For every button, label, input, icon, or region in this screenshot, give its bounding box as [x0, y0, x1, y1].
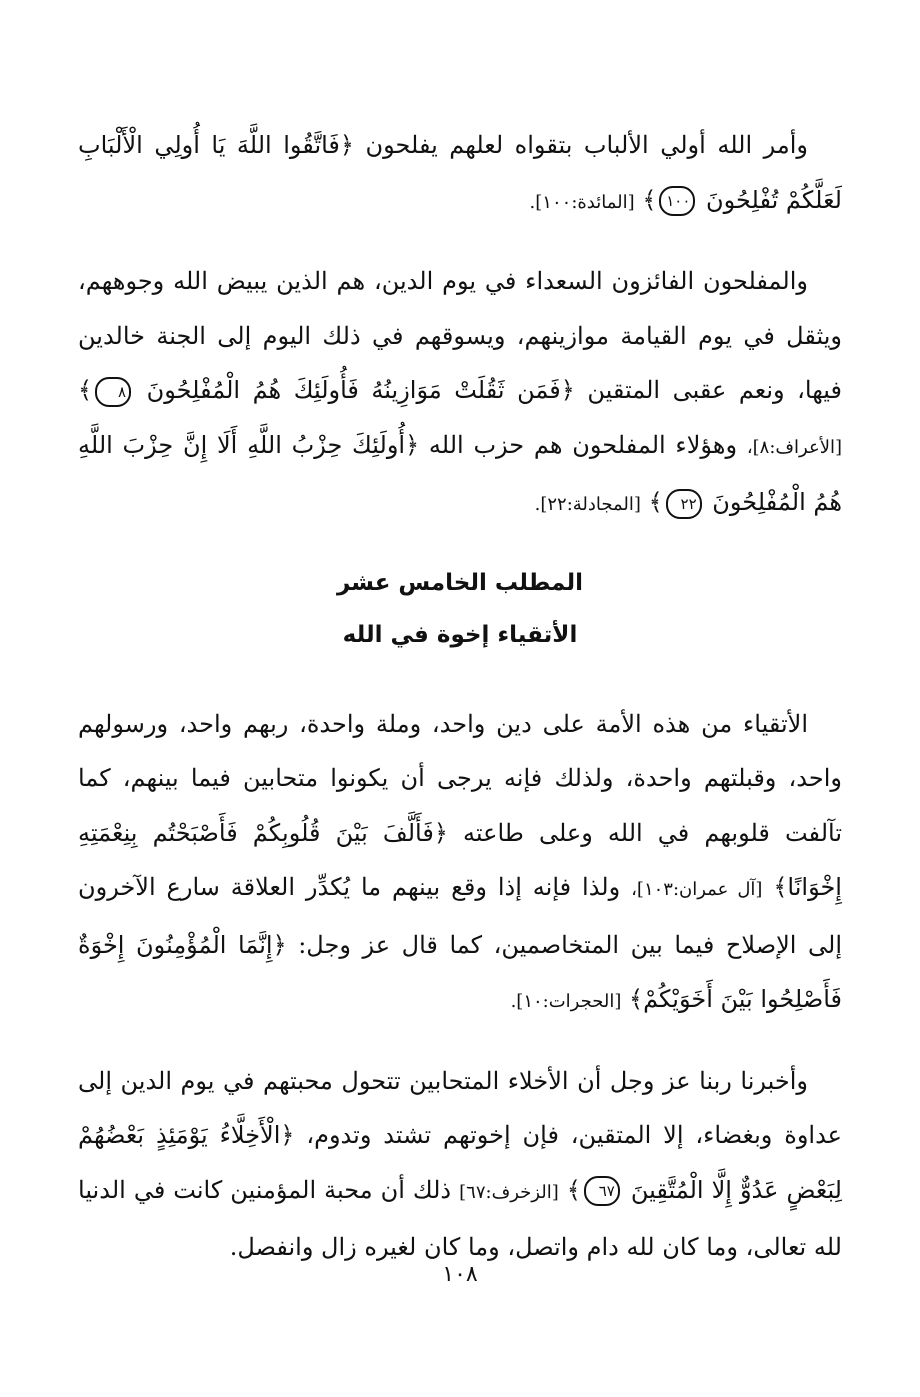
paragraph-text: والمفلحون الفائزون السعداء في يوم الدين، هم الذين يبيض الله وجوههم، ويثقل في يوم القيامة موازينهم، ويسوقهم في ذلك اليوم إلى الجنة خالدين فيها، ونعم عقبى المتقين	[78, 267, 842, 404]
quran-verse: فَمَن ثَقُلَتْ مَوَازِينُهُ فَأُولَئِكَ هُمُ الْمُفْلِحُونَ	[146, 376, 561, 404]
paragraph-text: ولذا فإنه إذا وقع بينهم ما يُكدِّر العلاقة سارع الآخرون إلى الإصلاح فيما بين المتخاصمين، كما قال عز وجل:	[78, 873, 842, 959]
section-heading-block	[78, 557, 842, 661]
verse-reference: [الحجرات:١٠].	[510, 991, 622, 1012]
paragraph-text: وأمر الله أولي الألباب بتقواه لعلهم يفلحون	[365, 131, 808, 159]
quran-verse: فَأَلَّفَ بَيْنَ قُلُوبِكُمْ فَأَصْبَحْتُم بِنِعْمَتِهِ إِخْوَانًا	[78, 818, 842, 901]
quran-close-bracket: ﴾	[648, 488, 663, 516]
quran-open-bracket: ﴿	[433, 818, 448, 847]
page-number: ١٠٨	[442, 1262, 478, 1287]
quran-verse: أُولَئِكَ حِزْبُ اللَّهِ أَلَا إِنَّ حِزْبَ اللَّهِ هُمُ الْمُفْلِحُونَ	[78, 430, 842, 516]
quran-open-bracket: ﴿	[272, 930, 287, 959]
paragraph-2	[78, 254, 842, 533]
verse-number-badge: ٨	[95, 377, 131, 407]
paragraph-text: وأخبرنا ربنا عز وجل أن الأخلاء المتحابين تتحول محبتهم في يوم الدين إلى عداوة وبغضاء، إلا المتقين، فإن إخوتهم تشتد وتدوم،	[78, 1066, 843, 1149]
paragraph-text: الأتقياء من هذه الأمة على دين واحد، وملة واحدة، ربهم واحد، ورسولهم واحد، وقبلتهم واحدة، ولذلك فإنه يرجى أن يكونوا متحابين فيما بينهم، كما تآلفت قلوبهم في الله وعلى طاعته	[78, 709, 843, 847]
quran-open-bracket: ﴿	[405, 430, 420, 459]
quran-open-bracket: ﴿	[339, 131, 354, 159]
quran-close-bracket: ﴾	[773, 873, 788, 901]
paragraph-1	[78, 118, 842, 230]
quran-close-bracket: ﴾	[566, 1175, 581, 1204]
section-number-heading: المطلب الخامس عشر	[336, 569, 583, 596]
verse-reference: [المائدة:١٠٠].	[529, 191, 635, 213]
verse-number-badge: ٢٢	[666, 489, 702, 519]
quran-open-bracket: ﴿	[560, 376, 575, 404]
verse-number-badge: ٦٧	[584, 1176, 620, 1206]
section-title-heading: الأتقياء إخوة في الله	[342, 621, 578, 648]
page-body	[78, 118, 842, 1397]
paragraph-text: ذلك أن محبة المؤمنين كانت في الدنيا لله تعالى، وما كان لله دام واتصل، وما كان لغيره زال وانفصل.	[78, 1175, 842, 1261]
verse-reference: [آل عمران:١٠٣]،	[631, 879, 763, 900]
quran-verse: إِنَّمَا الْمُؤْمِنُونَ إِخْوَةٌ فَأَصْلِحُوا بَيْنَ أَخَوَيْكُمْ	[78, 930, 842, 1013]
paragraph-4	[78, 1054, 842, 1275]
verse-reference: [الأعراف:٨]،	[746, 436, 843, 458]
paragraph-text: وهؤلاء المفلحون هم حزب الله	[428, 430, 738, 459]
quran-close-bracket: ﴾	[642, 185, 657, 214]
verse-reference: [الزخرف:٦٧]	[459, 1181, 559, 1203]
verse-reference: [المجادلة:٢٢].	[534, 494, 641, 515]
verse-number-badge: ١٠٠	[659, 186, 695, 216]
quran-verse: فَاتَّقُوا اللَّهَ يَا أُولِي الْأَلْبَابِ لَعَلَّكُمْ تُفْلِحُونَ	[78, 131, 842, 214]
quran-verse: الْأَخِلَّاءُ يَوْمَئِذٍ بَعْضُهُمْ لِبَعْضٍ عَدُوٌّ إِلَّا الْمُتَّقِينَ	[78, 1121, 842, 1204]
quran-close-bracket: ﴾	[78, 376, 93, 404]
quran-open-bracket: ﴿	[280, 1121, 295, 1149]
quran-close-bracket: ﴾	[629, 985, 644, 1013]
paragraph-3	[78, 697, 842, 1030]
